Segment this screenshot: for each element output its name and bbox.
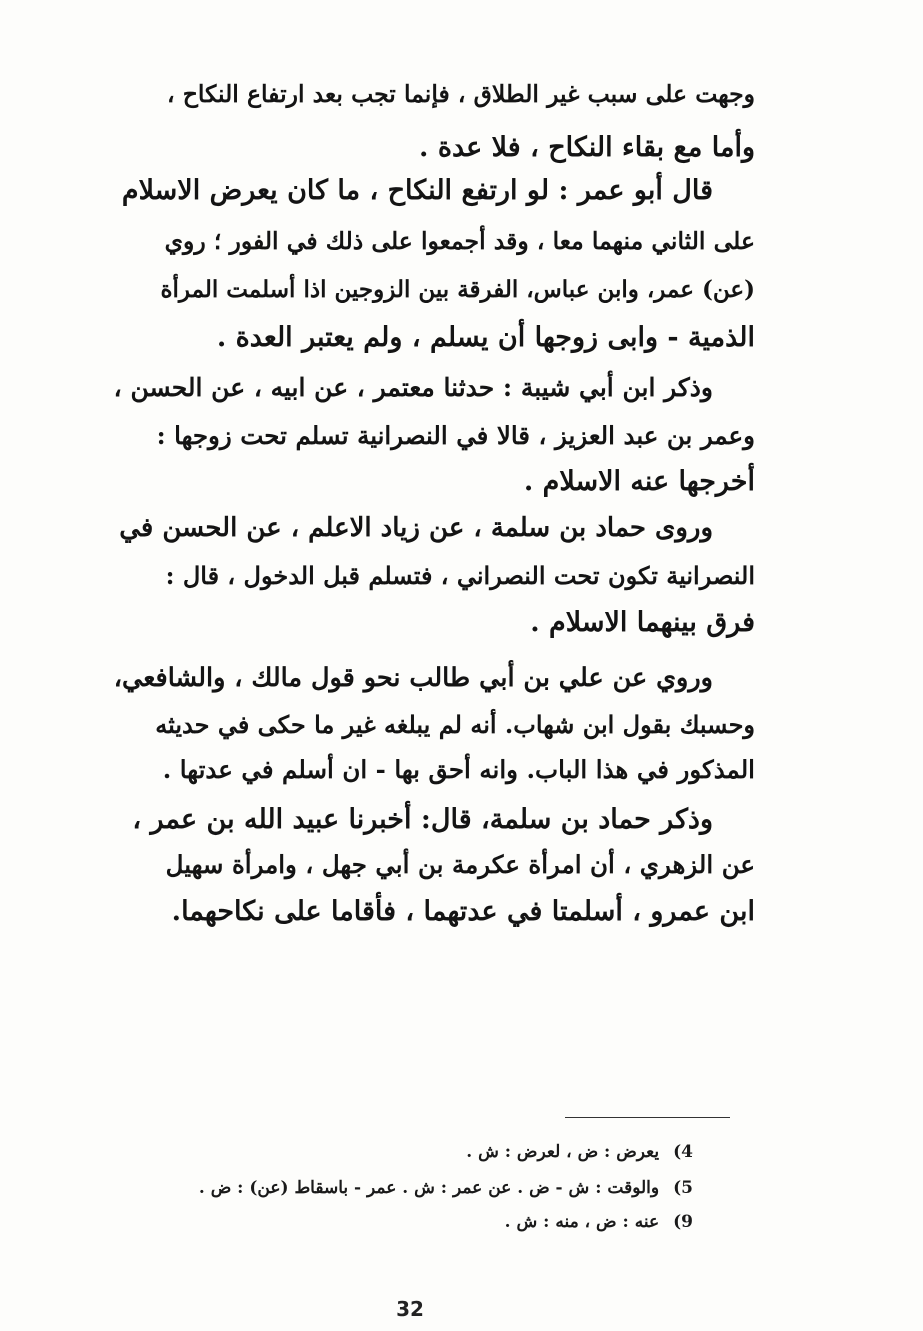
body-line: وعمر بن عبد العزيز ، قالا في النصرانية تسلم تحت زوجها : xyxy=(156,421,755,450)
body-line: وذكر حماد بن سلمة، قال: أخبرنا عبيد الله بن عمر ، xyxy=(132,804,713,835)
footnote xyxy=(505,1208,693,1236)
body-line: وروى حماد بن سلمة ، عن زياد الاعلم ، عن الحسن في xyxy=(119,513,713,543)
body-line: قال أبو عمر : لو ارتفع النكاح ، ما كان يعرض الاسلام xyxy=(121,175,713,206)
body-line: وذكر ابن أبي شيبة : حدثنا معتمر ، عن ابيه ، عن الحسن ، xyxy=(113,373,713,402)
page-number: 32 xyxy=(396,1297,424,1321)
footnote-text: والوقت : ش - ض . عن عمر : ش . عمر - باسقاط (عن) : ض . xyxy=(198,1178,660,1198)
footnote xyxy=(466,1138,693,1166)
footnote xyxy=(199,1174,693,1202)
footnote-divider xyxy=(565,1117,730,1118)
footnote-number: 4) xyxy=(673,1142,693,1162)
footnote-text: عنه : ض ، منه : ش . xyxy=(504,1212,660,1232)
body-line: النصرانية تكون تحت النصراني ، فتسلم قبل الدخول ، قال : xyxy=(165,561,755,590)
body-line: ابن عمرو ، أسلمتا في عدتهما ، فأقاما على نكاحهما. xyxy=(171,896,755,927)
body-line: وروي عن علي بن أبي طالب نحو قول مالك ، والشافعي، xyxy=(113,663,713,693)
body-line: وأما مع بقاء النكاح ، فلا عدة . xyxy=(419,132,755,163)
body-line: (عن) عمر، وابن عباس، الفرقة بين الزوجين اذا أسلمت المرأة xyxy=(160,276,755,303)
body-line: المذكور في هذا الباب. وانه أحق بها - ان أسلم في عدتها . xyxy=(162,755,755,784)
body-line: عن الزهري ، أن امرأة عكرمة بن أبي جهل ، وامرأة سهيل xyxy=(165,850,755,879)
body-line: على الثاني منهما معا ، وقد أجمعوا على ذلك في الفور ؛ روي xyxy=(164,227,755,255)
body-line: الذمية - وابى زوجها أن يسلم ، ولم يعتبر العدة . xyxy=(216,322,755,353)
footnote-number: 5) xyxy=(673,1178,693,1198)
footnote-number: 9) xyxy=(673,1212,693,1232)
footnote-text: يعرض : ض ، لعرض : ش . xyxy=(466,1142,660,1162)
body-line: أخرجها عنه الاسلام . xyxy=(523,466,755,497)
body-line: وجهت على سبب غير الطلاق ، فإنما تجب بعد ارتفاع النكاح ، xyxy=(166,80,755,108)
body-line: فرق بينهما الاسلام . xyxy=(530,607,755,638)
body-line: وحسبك بقول ابن شهاب. أنه لم يبلغه غير ما حكى في حديثه xyxy=(155,710,755,739)
